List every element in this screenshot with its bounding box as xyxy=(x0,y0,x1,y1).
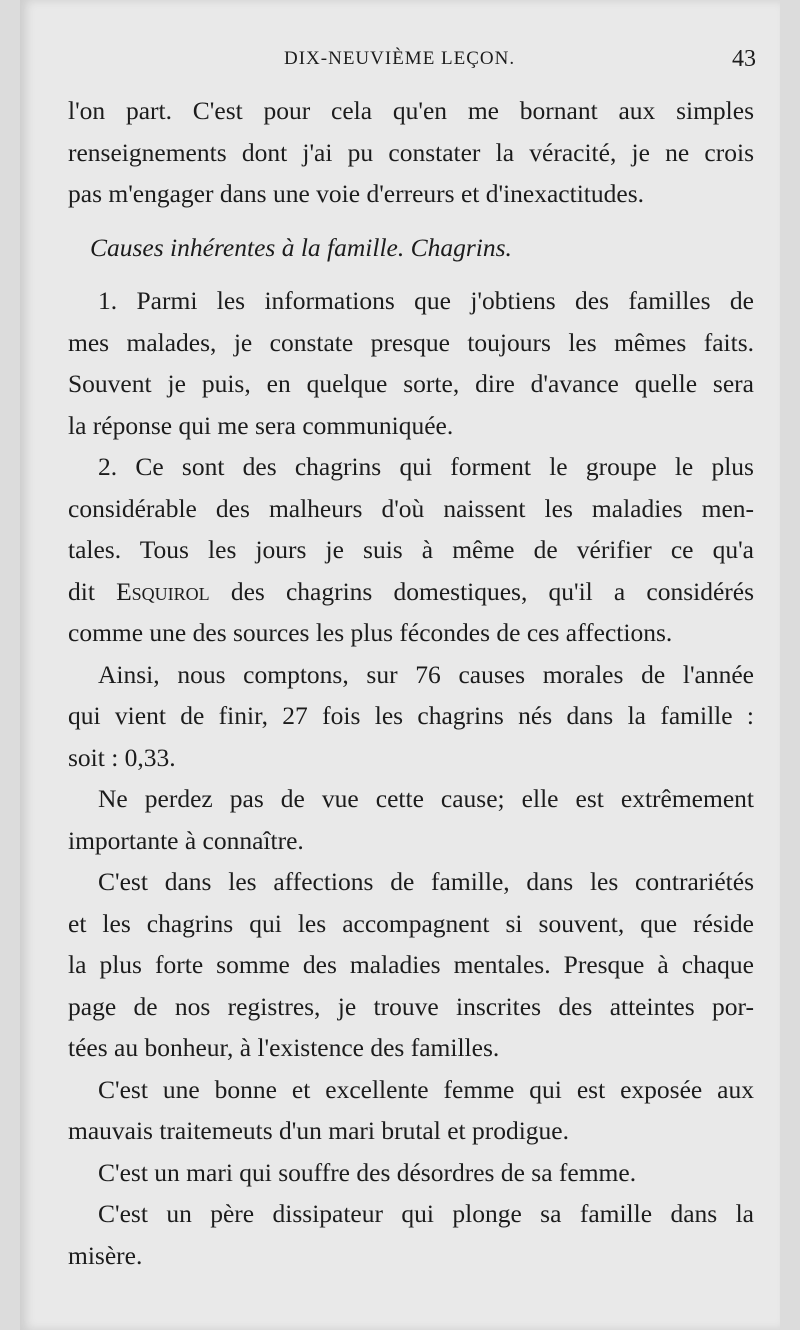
paragraph xyxy=(68,861,754,903)
book-page xyxy=(20,0,780,1330)
line: C'est un père dissipateur qui plonge sa famille dans la xyxy=(98,1199,754,1228)
paragraph xyxy=(68,280,754,322)
paragraph xyxy=(68,820,754,862)
paragraph xyxy=(68,612,754,654)
page-body xyxy=(68,90,754,1276)
page-header xyxy=(20,46,780,76)
paragraph xyxy=(68,695,754,737)
line: considérable des malheurs d'où naissent les maladies men- xyxy=(68,493,754,523)
line: pas m'engager dans une voie d'erreurs et d'inexactitudes. xyxy=(68,179,644,208)
line: misère. xyxy=(68,1240,143,1270)
line: Ne perdez pas de vue cette cause; elle est extrêmement xyxy=(98,784,754,813)
section-heading: Causes inhérentes à la famille. Chagrins. xyxy=(90,232,512,262)
paragraph xyxy=(68,1152,754,1194)
line: 2. Ce sont des chagrins qui forment le groupe le plus xyxy=(98,452,754,481)
line: qui vient de finir, 27 fois les chagrins nés dans la famille : xyxy=(68,701,754,730)
paragraph xyxy=(68,737,754,779)
line: renseignements dont j'ai pu constater la véracité, je ne crois xyxy=(68,137,754,167)
paragraph xyxy=(68,173,754,215)
paragraph xyxy=(68,322,754,364)
paragraph xyxy=(68,446,754,488)
paragraph xyxy=(68,654,754,696)
paragraph xyxy=(68,1027,754,1069)
paragraph xyxy=(68,405,754,447)
page-number: 43 xyxy=(732,46,756,72)
line: mauvais traitemeuts d'un mari brutal et prodigue. xyxy=(68,1116,569,1145)
line: comme une des sources les plus fécondes de ces affections. xyxy=(68,618,673,647)
line: et les chagrins qui les accompagnent si souvent, que réside xyxy=(68,908,754,938)
paragraph xyxy=(68,90,754,132)
paragraph xyxy=(68,363,754,405)
paragraph xyxy=(68,132,754,174)
line-pre: dit xyxy=(68,576,117,606)
line-post: des chagrins domestiques, qu'il a considérés xyxy=(209,576,755,606)
line: tées au bonheur, à l'existence des familles. xyxy=(68,1033,500,1062)
paragraph xyxy=(68,944,754,986)
line: soit : 0,33. xyxy=(68,742,176,772)
spacer xyxy=(68,215,754,227)
paragraph xyxy=(68,571,754,613)
line: mes malades, je constate presque toujours les mêmes faits. xyxy=(68,327,754,357)
line: importante à connaître. xyxy=(68,825,304,855)
paragraph xyxy=(68,1069,754,1111)
line: tales. Tous les jours je suis à même de vérifier ce qu'a xyxy=(68,535,754,564)
line: C'est un mari qui souffre des désordres de sa femme. xyxy=(98,1157,637,1187)
line: page de nos registres, je trouve inscrites des atteintes por- xyxy=(68,991,754,1021)
paragraph xyxy=(68,1235,754,1277)
paragraph xyxy=(68,1110,754,1152)
line: C'est une bonne et excellente femme qui est exposée aux xyxy=(98,1074,754,1104)
line: la plus forte somme des maladies mentales. Presque à chaque xyxy=(68,950,754,979)
paragraph xyxy=(68,488,754,530)
paragraph xyxy=(68,903,754,945)
line: C'est dans les affections de famille, dans les contrariétés xyxy=(98,867,754,896)
paragraph xyxy=(68,778,754,820)
running-title: DIX-NEUVIÈME LEÇON. xyxy=(284,48,516,69)
paragraph xyxy=(68,529,754,571)
author-name: Esquirol xyxy=(116,576,210,606)
line: l'on part. C'est pour cela qu'en me bornant aux simples xyxy=(68,96,754,125)
paragraph xyxy=(68,986,754,1028)
line: Souvent je puis, en quelque sorte, dire d'avance quelle sera xyxy=(68,369,754,398)
spacer xyxy=(68,268,754,280)
line: la réponse qui me sera communiquée. xyxy=(68,410,454,440)
line: Ainsi, nous comptons, sur 76 causes morales de l'année xyxy=(98,659,754,689)
line: 1. Parmi les informations que j'obtiens des familles de xyxy=(98,286,754,315)
paragraph xyxy=(68,1193,754,1235)
